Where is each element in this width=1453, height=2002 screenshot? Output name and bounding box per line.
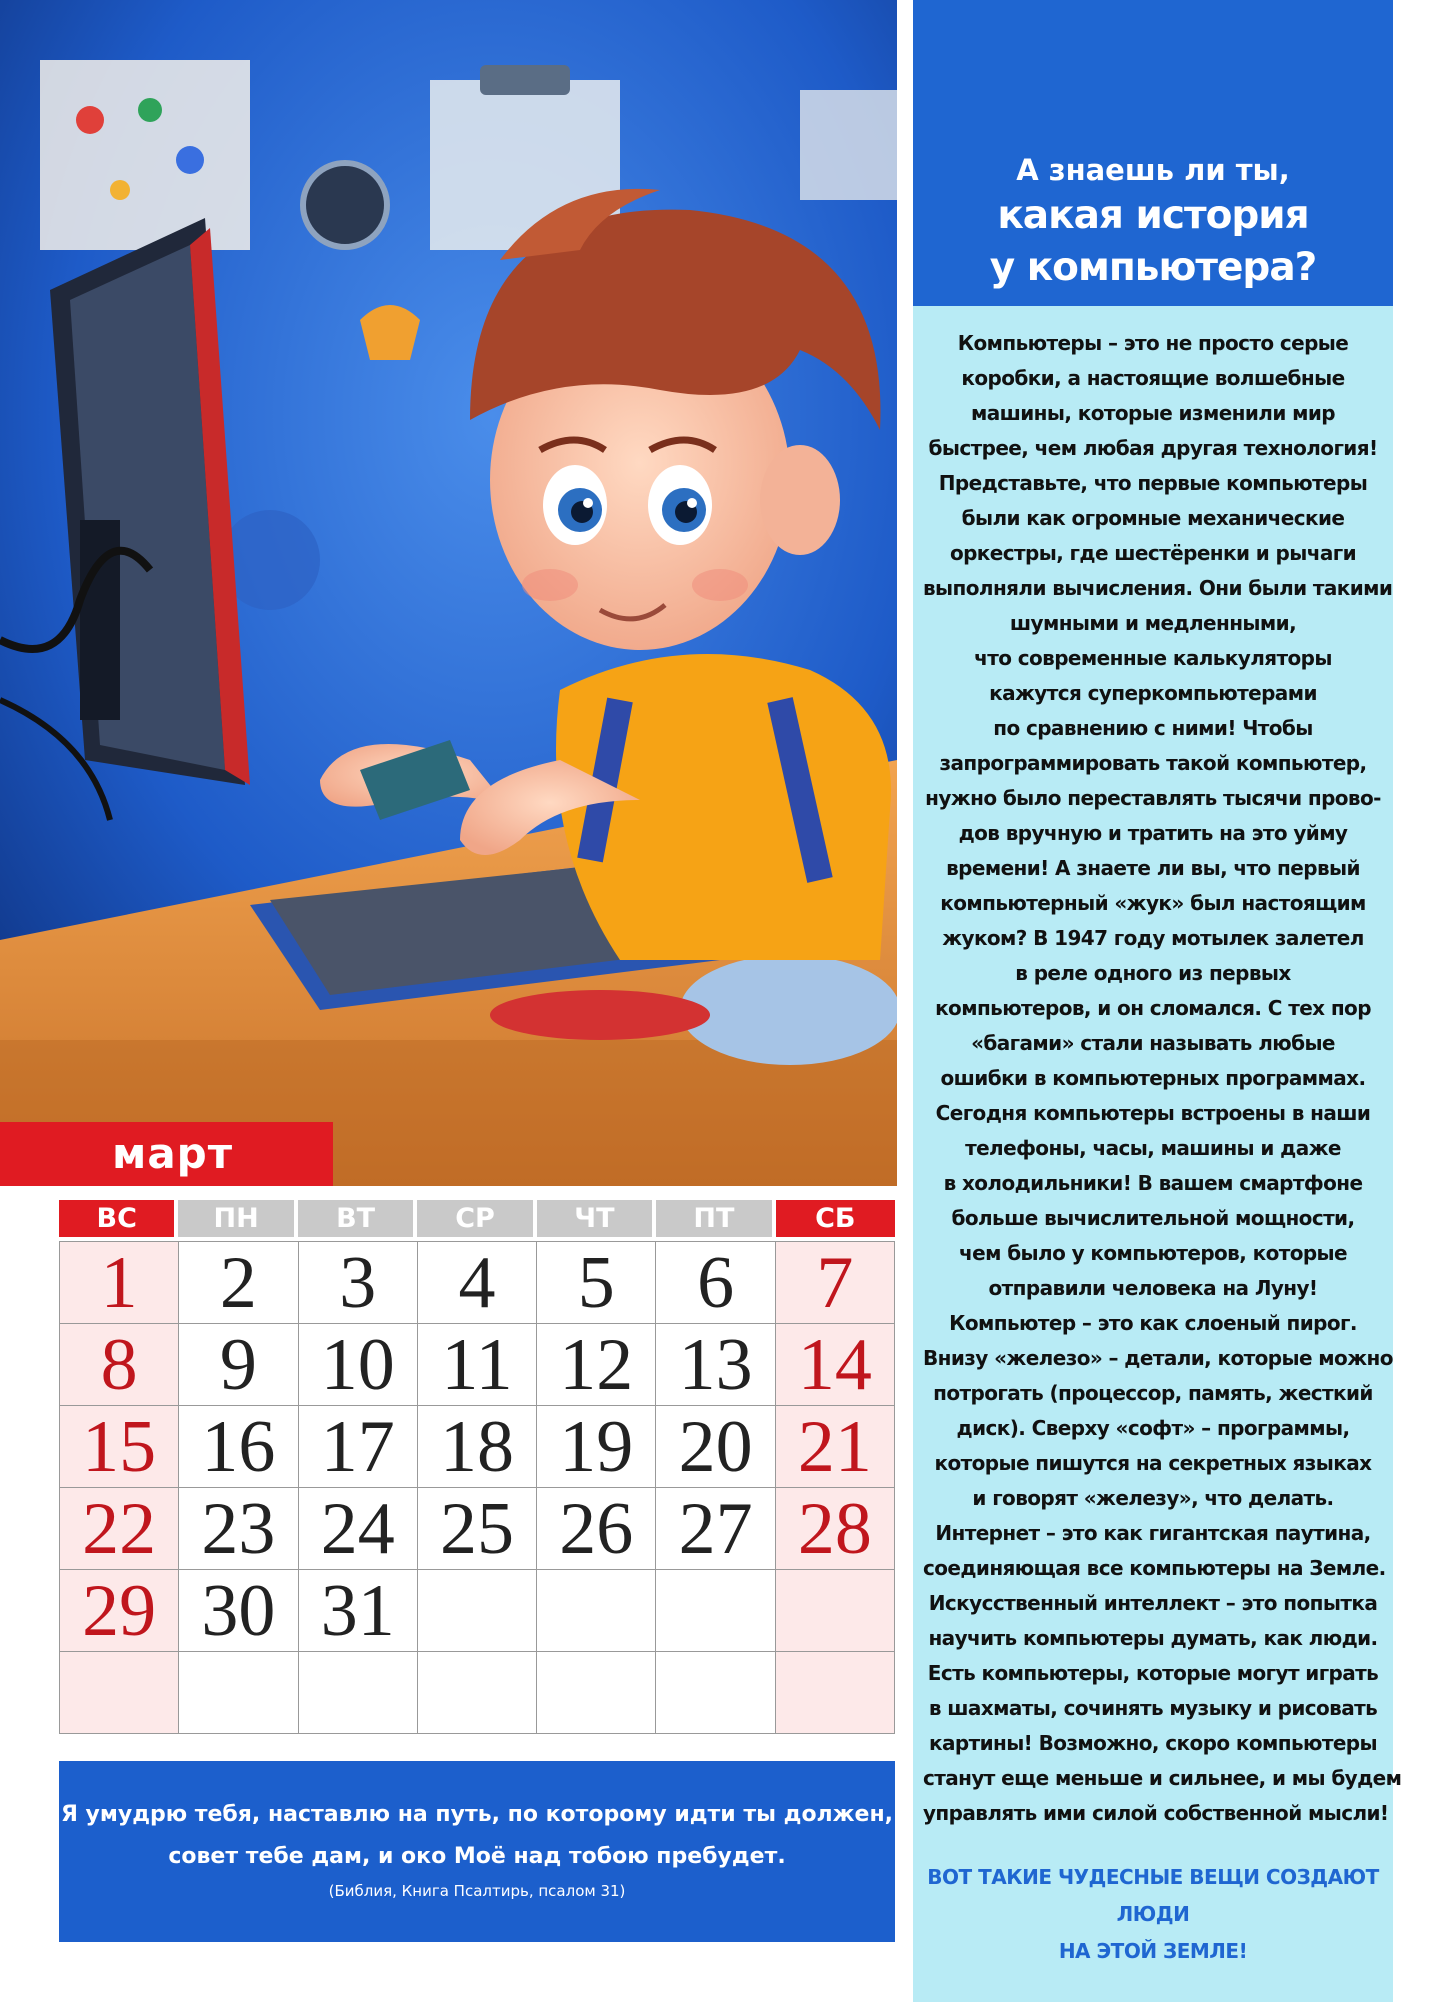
info-text-line: Интернет – это как гигантская паутина, [935, 1521, 1371, 1545]
day-cell: 26 [537, 1488, 656, 1570]
info-text-line: нужно было переставлять тысячи прово- [925, 786, 1381, 810]
day-cell: 11 [418, 1324, 537, 1406]
weekday-label: ПТ [656, 1200, 771, 1237]
info-text-line: чем было у компьютеров, которые [958, 1241, 1348, 1265]
calendar [59, 1200, 895, 1734]
day-cell: 7 [776, 1242, 895, 1324]
info-text-line: коробки, а настоящие волшебные [961, 366, 1345, 390]
info-text-line: компьютерный «жук» был настоящим [940, 891, 1366, 915]
heading-line-3: у компьютера? [989, 245, 1317, 290]
info-text-line: «багами» стали называть любые [971, 1031, 1335, 1055]
weekday-label: ВС [59, 1200, 174, 1237]
day-cell: 17 [299, 1406, 418, 1488]
info-footer [913, 1859, 1393, 1970]
info-text-line: кажутся суперкомпьютерами [989, 681, 1317, 705]
empty-day-cell [299, 1652, 418, 1734]
info-text-line: были как огромные механические [961, 506, 1345, 530]
month-title: март [0, 1122, 333, 1186]
info-text-line: времени! А знаете ли вы, что первый [946, 856, 1360, 880]
day-cell: 5 [537, 1242, 656, 1324]
info-text-line: картины! Возможно, скоро компьютеры [928, 1731, 1377, 1755]
day-cell: 27 [656, 1488, 775, 1570]
day-grid [59, 1241, 895, 1734]
info-text-line: быстрее, чем любая другая технология! [928, 436, 1378, 460]
day-cell: 13 [656, 1324, 775, 1406]
info-text-line: отправили человека на Луну! [988, 1276, 1318, 1300]
info-text-line: и говорят «железу», что делать. [972, 1486, 1334, 1510]
day-cell: 14 [776, 1324, 895, 1406]
verse-line-1: Я умудрю тебя, наставлю на путь, по которому идти ты должен, [60, 1802, 894, 1827]
info-text-line: в холодильники! В вашем смартфоне [943, 1171, 1363, 1195]
weekday-label: СР [417, 1200, 532, 1237]
day-cell: 29 [60, 1570, 179, 1652]
day-cell: 12 [537, 1324, 656, 1406]
footer-line-1: ВОТ ТАКИЕ ЧУДЕСНЫЕ ВЕЩИ СОЗДАЮТ ЛЮДИ [927, 1865, 1379, 1926]
day-cell: 1 [60, 1242, 179, 1324]
info-text-line: в реле одного из первых [1015, 961, 1291, 985]
empty-day-cell [179, 1652, 298, 1734]
info-text-line: жуком? В 1947 году мотылек залетел [942, 926, 1364, 950]
day-cell: 2 [179, 1242, 298, 1324]
info-text-line: управлять ими силой собственной мысли! [923, 1801, 1389, 1825]
info-text [913, 306, 1402, 1831]
info-text-line: Компьютер – это как слоеный пирог. [949, 1311, 1357, 1335]
empty-day-cell [418, 1570, 537, 1652]
info-text-line: больше вычислительной мощности, [951, 1206, 1355, 1230]
day-cell: 22 [60, 1488, 179, 1570]
day-cell: 19 [537, 1406, 656, 1488]
day-cell: 8 [60, 1324, 179, 1406]
info-text-line: потрогать (процессор, память, жесткий [933, 1381, 1373, 1405]
day-cell: 23 [179, 1488, 298, 1570]
illustration-boy-at-computer [0, 0, 897, 1186]
weekday-label: СБ [776, 1200, 895, 1237]
day-cell: 25 [418, 1488, 537, 1570]
info-text-line: оркестры, где шестёренки и рычаги [949, 541, 1357, 565]
info-text-line: Сегодня компьютеры встроены в наши [935, 1101, 1371, 1125]
empty-day-cell [776, 1570, 895, 1652]
weekday-header [59, 1200, 895, 1237]
empty-day-cell [656, 1570, 775, 1652]
empty-day-cell [656, 1652, 775, 1734]
empty-day-cell [537, 1652, 656, 1734]
info-text-line: Внизу «железо» – детали, которые можно [923, 1346, 1393, 1370]
day-cell: 16 [179, 1406, 298, 1488]
info-text-line: что современные калькуляторы [974, 646, 1332, 670]
info-text-line: дов вручную и тратить на это уйму [958, 821, 1348, 845]
day-cell: 24 [299, 1488, 418, 1570]
info-text-line: по сравнению с ними! Чтобы [993, 716, 1313, 740]
day-cell: 18 [418, 1406, 537, 1488]
heading-line-1: А знаешь ли ты, [1016, 153, 1290, 187]
day-cell: 20 [656, 1406, 775, 1488]
weekday-label: ВТ [298, 1200, 413, 1237]
empty-day-cell [418, 1652, 537, 1734]
footer-line-2: НА ЭТОЙ ЗЕМЛЕ! [1058, 1939, 1248, 1963]
day-cell: 30 [179, 1570, 298, 1652]
heading-line-2: какая история [997, 193, 1309, 238]
info-text-line: телефоны, часы, машины и даже [965, 1136, 1341, 1160]
bible-verse-box [59, 1761, 895, 1942]
info-heading [913, 0, 1393, 306]
info-text-line: в шахматы, сочинять музыку и рисовать [928, 1696, 1378, 1720]
info-text-line: станут еще меньше и сильнее, и мы будем [923, 1766, 1402, 1790]
verse-line-2: совет тебе дам, и око Моё над тобою пребудет. [168, 1844, 786, 1869]
day-cell: 3 [299, 1242, 418, 1324]
day-cell: 28 [776, 1488, 895, 1570]
info-text-line: которые пишутся на секретных языках [934, 1451, 1372, 1475]
info-text-line: шумными и медленными, [1009, 611, 1297, 635]
info-column [913, 0, 1402, 2002]
day-cell: 31 [299, 1570, 418, 1652]
day-cell: 21 [776, 1406, 895, 1488]
info-text-line: компьютеров, и он сломался. С тех пор [935, 996, 1371, 1020]
empty-day-cell [537, 1570, 656, 1652]
info-text-line: Компьютеры – это не просто серые [957, 331, 1349, 355]
weekday-label: ПН [178, 1200, 293, 1237]
info-text-line: Представьте, что первые компьютеры [938, 471, 1368, 495]
day-cell: 4 [418, 1242, 537, 1324]
info-text-line: Есть компьютеры, которые могут играть [927, 1661, 1379, 1685]
info-text-line: соединяющая все компьютеры на Земле. [923, 1556, 1386, 1580]
verse-source: (Библия, Книга Псалтирь, псалом 31) [328, 1882, 626, 1900]
info-text-line: выполняли вычисления. Они были такими [923, 576, 1393, 600]
info-text-line: научить компьютеры думать, как люди. [928, 1626, 1378, 1650]
info-text-line: запрограммировать такой компьютер, [939, 751, 1367, 775]
day-cell: 15 [60, 1406, 179, 1488]
info-text-line: диск). Сверху «софт» – программы, [956, 1416, 1350, 1440]
weekday-label: ЧТ [537, 1200, 652, 1237]
day-cell: 9 [179, 1324, 298, 1406]
empty-day-cell [776, 1652, 895, 1734]
day-cell: 6 [656, 1242, 775, 1324]
empty-day-cell [60, 1652, 179, 1734]
day-cell: 10 [299, 1324, 418, 1406]
info-text-line: машины, которые изменили мир [970, 401, 1336, 425]
info-text-line: ошибки в компьютерных программах. [940, 1066, 1366, 1090]
info-text-line: Искусственный интеллект – это попытка [928, 1591, 1378, 1615]
